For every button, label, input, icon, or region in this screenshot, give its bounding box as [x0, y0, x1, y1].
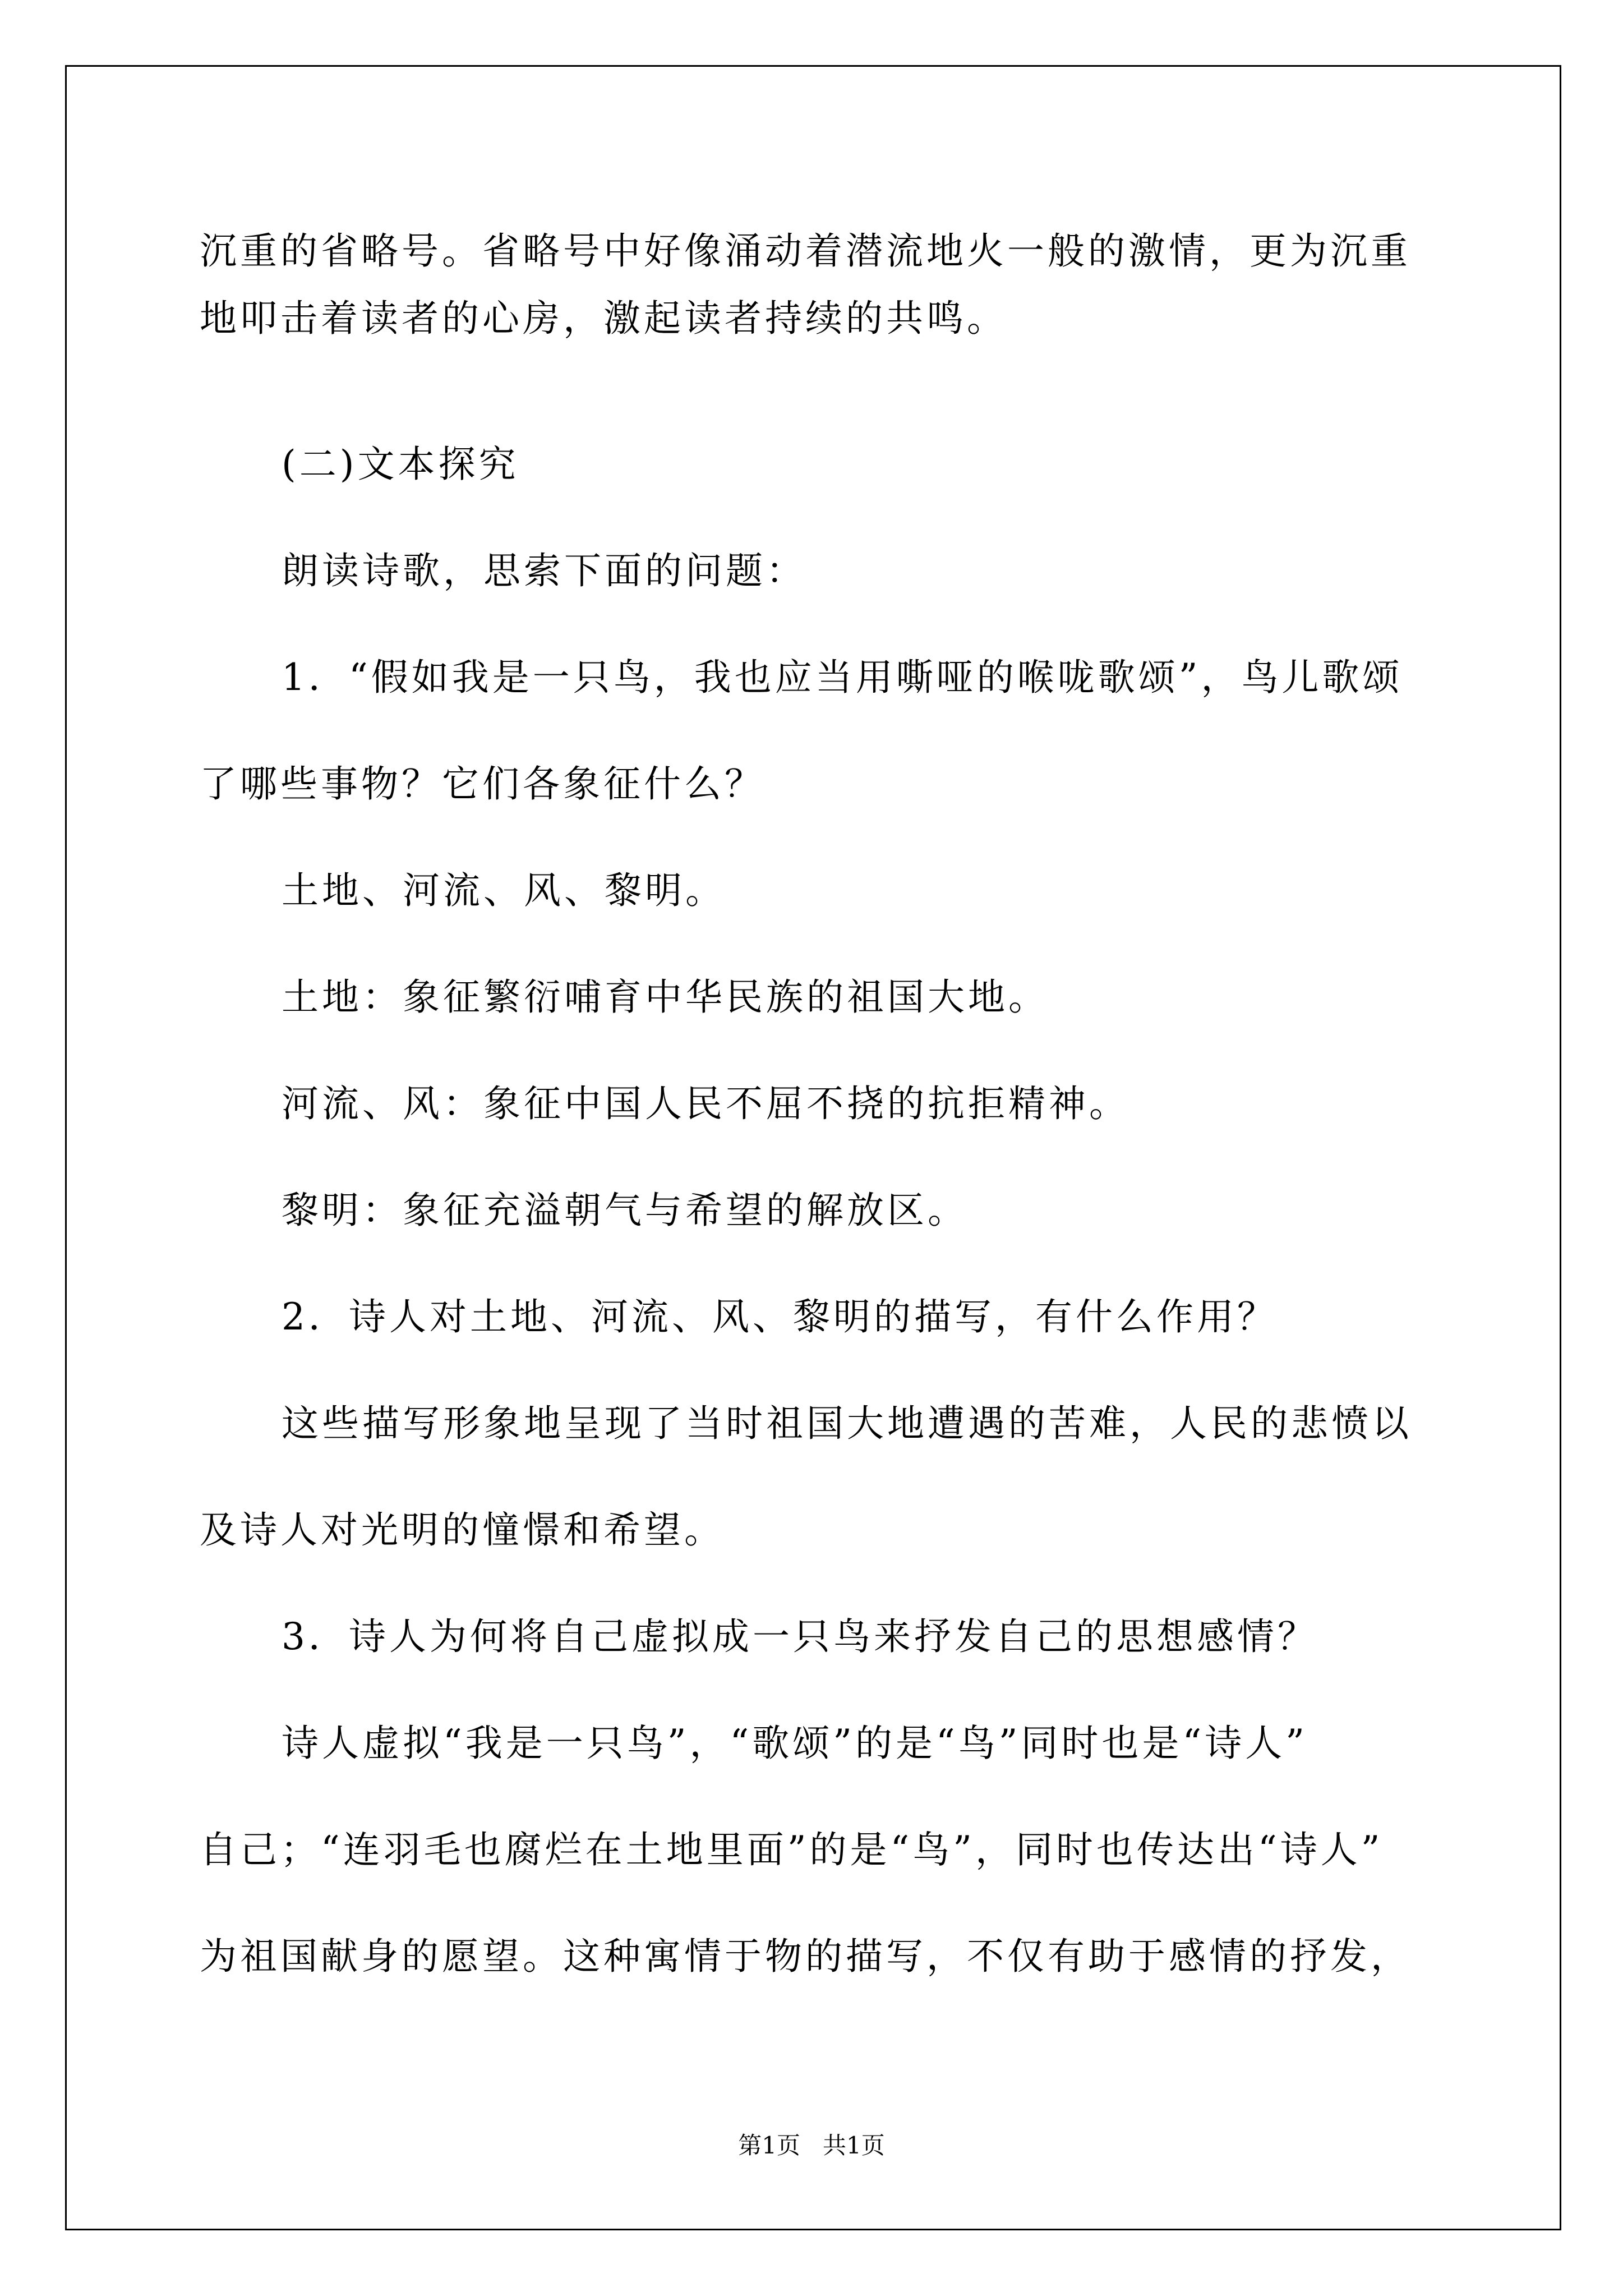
- text-line: 土地、河流、风、黎明。: [282, 869, 726, 912]
- text-line: 为祖国献身的愿望。这种寓情于物的描写，不仅有助于感情的抒发，: [200, 1935, 1411, 1978]
- text-line: 地叩击着读者的心房，激起读者持续的共鸣。: [200, 297, 1007, 340]
- text-line: 黎明：象征充溢朝气与希望的解放区。: [282, 1189, 968, 1232]
- text-line: 这些描写形象地呈现了当时祖国大地遭遇的苦难，人民的悲愤以: [282, 1402, 1412, 1445]
- question-2: 2．诗人对土地、河流、风、黎明的描写，有什么作用？: [282, 1295, 1278, 1338]
- question-1: 1．“假如我是一只鸟，我也应当用嘶哑的喉咙歌颂”，鸟儿歌颂: [282, 656, 1403, 699]
- text-line: 及诗人对光明的憧憬和希望。: [200, 1508, 725, 1552]
- text-line: 沉重的省略号。省略号中好像涌动着潜流地火一般的激情，更为沉重: [200, 229, 1411, 273]
- text-line: 诗人虚拟“我是一只鸟”，“歌颂”的是“鸟”同时也是“诗人”: [282, 1722, 1308, 1765]
- text-line: 了哪些事物？它们各象征什么？: [200, 762, 765, 806]
- question-3: 3．诗人为何将自己虚拟成一只鸟来抒发自己的思想感情？: [282, 1615, 1318, 1658]
- page-border: [65, 65, 1561, 2230]
- text-line: 河流、风：象征中国人民不屈不挠的抗拒精神。: [282, 1082, 1129, 1125]
- text-line: 自己；“连羽毛也腐烂在土地里面”的是“鸟”，同时也传达出“诗人”: [200, 1828, 1384, 1871]
- text-line: 土地：象征繁衍哺育中华民族的祖国大地。: [282, 976, 1049, 1019]
- text-line: 朗读诗歌，思索下面的问题：: [282, 549, 806, 592]
- section-heading: (二)文本探究: [282, 443, 519, 486]
- page-footer: 第1页 共1页: [738, 2132, 885, 2159]
